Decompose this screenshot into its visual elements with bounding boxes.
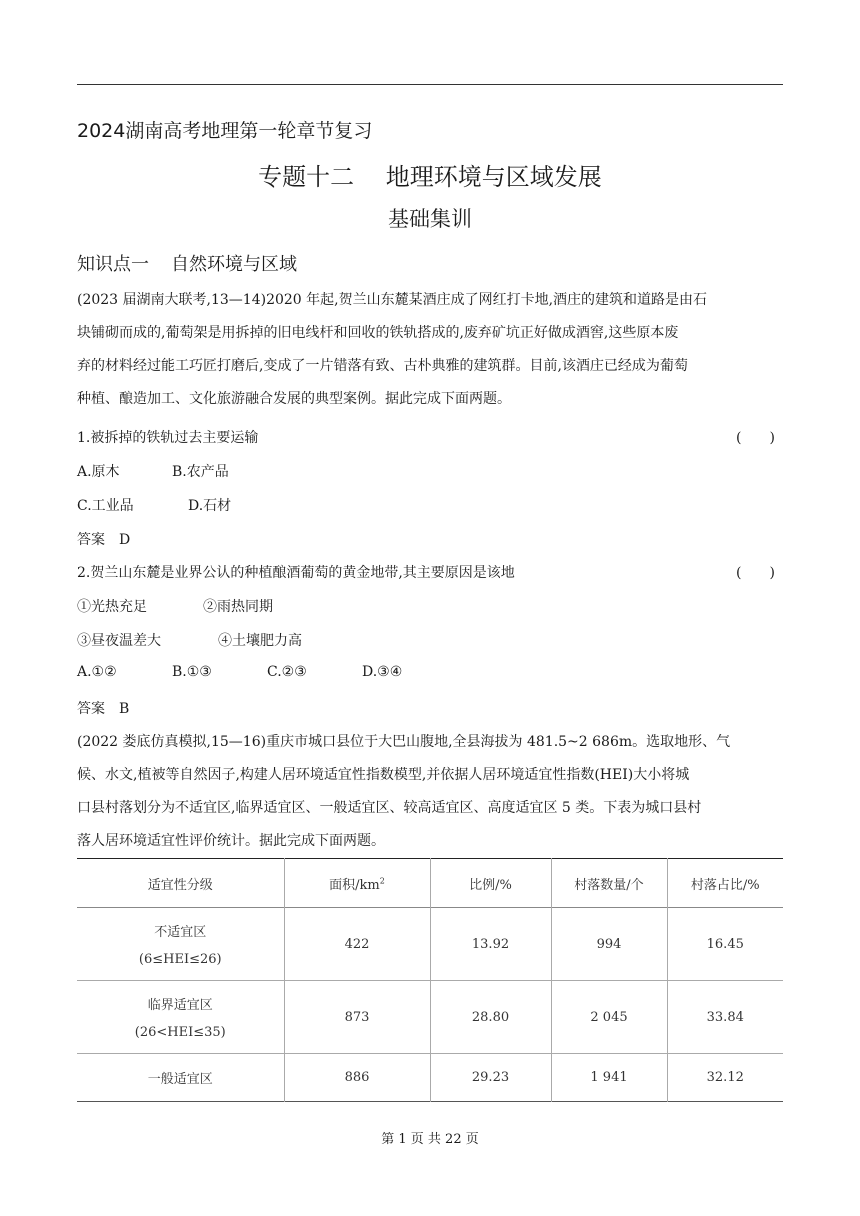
share-cell: 16.45 — [667, 908, 783, 981]
column-header: 村落数量/个 — [551, 859, 667, 908]
question-1-answer: 答案 D — [77, 532, 131, 548]
option-b: B.农产品 — [172, 464, 229, 480]
table-row — [77, 908, 783, 981]
page-subtitle: 基础集训 — [388, 207, 472, 231]
passage-1 — [77, 284, 783, 416]
passage-line: 候、水文,植被等自然因子,构建人居环境适宜性指数模型,并依据人居环境适宜性指数(HEI)大小将城 — [77, 767, 690, 783]
option-c: C.②③ — [267, 664, 307, 680]
area-cell: 886 — [284, 1054, 430, 1102]
option-c: C.工业品 — [77, 498, 134, 514]
passage-2 — [77, 726, 783, 858]
passage-line: 块铺砌而成的,葡萄架是用拆掉的旧电线杆和回收的铁轨搭成的,废弃矿坑正好做成酒窖,这些原本废 — [77, 325, 679, 341]
item-4: ④土壤肥力高 — [218, 633, 302, 649]
option-b: B.①③ — [172, 664, 212, 680]
document-header: 2024湖南高考地理第一轮章节复习 — [77, 120, 373, 142]
question-1-options-row2 — [77, 495, 231, 515]
passage-line: 弃的材料经过能工巧匠打磨后,变成了一片错落有致、古朴典雅的建筑群。目前,该酒庄已经成为葡萄 — [77, 358, 688, 374]
item-1: ①光热充足 — [77, 599, 147, 615]
option-a: A.原木 — [77, 464, 120, 480]
question-2-items-row1 — [77, 596, 273, 616]
option-a: A.①② — [77, 664, 117, 680]
grade-cell: 临界适宜区 (26<HEI≤35) — [134, 998, 226, 1040]
table-header-row — [77, 859, 783, 908]
column-header: 适宜性分级 — [147, 877, 213, 893]
section-number: 知识点一 — [77, 254, 149, 275]
area-cell: 873 — [284, 981, 430, 1054]
item-3: ③昼夜温差大 — [77, 633, 161, 649]
passage-line: 种植、酿造加工、文化旅游融合发展的典型案例。据此完成下面两题。 — [77, 391, 511, 407]
table-row — [77, 1054, 783, 1102]
area-cell: 422 — [284, 908, 430, 981]
grade-cell: 不适宜区 (6≤HEI≤26) — [138, 925, 222, 967]
suitability-table — [77, 858, 783, 1102]
passage-line: (2023 届湖南大联考,13—14)2020 年起,贺兰山东麓某酒庄成了网红打卡地,酒庄的建筑和道路是由石 — [77, 292, 708, 308]
ratio-cell: 28.80 — [430, 981, 551, 1054]
option-d: D.石材 — [188, 498, 232, 514]
passage-line: 落人居环境适宜性评价统计。据此完成下面两题。 — [77, 833, 385, 849]
count-cell: 1 941 — [551, 1054, 667, 1102]
question-1-stem: 1.被拆掉的铁轨过去主要运输 — [77, 430, 259, 446]
question-2-stem: 2.贺兰山东麓是业界公认的种植酿酒葡萄的黄金地带,其主要原因是该地 — [77, 565, 515, 581]
question-2-answer: 答案 B — [77, 701, 130, 717]
passage-line: 口县村落划分为不适宜区,临界适宜区、一般适宜区、较高适宜区、高度适宜区 5 类。下表为城口县村 — [77, 800, 702, 816]
item-2: ②雨热同期 — [203, 599, 273, 615]
share-cell: 32.12 — [667, 1054, 783, 1102]
ratio-cell: 29.23 — [430, 1054, 551, 1102]
page-footer: 第 1 页 共 22 页 — [381, 1132, 479, 1147]
option-d: D.③④ — [362, 664, 403, 680]
passage-line: (2022 娄底仿真模拟,15—16)重庆市城口县位于大巴山腹地,全县海拔为 481.5~2 686m。选取地形、气 — [77, 734, 731, 750]
column-header: 面积$/km^2$ — [284, 859, 430, 908]
column-header: 村落占比/% — [667, 859, 783, 908]
question-2-options — [77, 664, 402, 680]
top-rule — [77, 84, 783, 85]
share-cell: 33.84 — [667, 981, 783, 1054]
question-1-options-row1 — [77, 461, 229, 481]
count-cell: 2 045 — [551, 981, 667, 1054]
question-2-answer-blank: ( ) — [736, 565, 775, 581]
page-title: 专题十二 地理环境与区域发展 — [258, 163, 602, 191]
ratio-cell: 13.92 — [430, 908, 551, 981]
section-heading — [77, 250, 297, 276]
column-header: 比例/% — [430, 859, 551, 908]
count-cell: 994 — [551, 908, 667, 981]
section-name: 自然环境与区域 — [171, 254, 297, 275]
question-1-answer-blank: ( ) — [736, 430, 775, 446]
table-row — [77, 981, 783, 1054]
question-2-items-row2 — [77, 630, 302, 650]
grade-cell: 一般适宜区 — [147, 1072, 213, 1087]
